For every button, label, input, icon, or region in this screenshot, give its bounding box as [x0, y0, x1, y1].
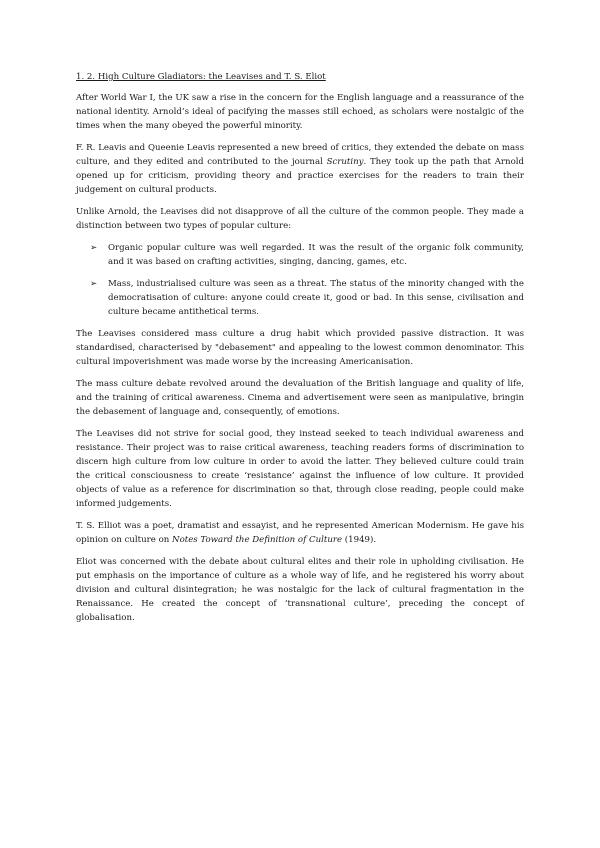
- list-item-text: Organic popular culture was well regarded. It was the result of the organic folk community, and it was based on crafting activities, singing, dancing, games, etc.: [108, 243, 524, 267]
- text: . They took up the path that Arnold opened up for criticism, providing theory and practice exercises for the readers to train their judgement on cultural products.: [76, 157, 525, 195]
- arrow-bullet-icon: ➢: [90, 279, 98, 289]
- list-item: [76, 241, 524, 269]
- paragraph: The mass culture debate revolved around the devaluation of the British language and quality of life, and the training of critical awareness. Cinema and advertisement were seen as manipulative, bringin the debasement of language and, consequently, of emotions.: [76, 379, 524, 417]
- section-heading: 1. 2. High Culture Gladiators: the Leavises and T. S. Eliot: [76, 72, 326, 82]
- paragraph: After World War I, the UK saw a rise in the concern for the English language and a reassurance of the national identity. Arnold’s ideal of pacifying the masses still echoed, as scholars were nostalgic of the times when the many obeyed the powerful minority.: [76, 93, 524, 131]
- paragraph: [76, 141, 524, 197]
- paragraph: [76, 519, 524, 547]
- paragraph: Unlike Arnold, the Leavises did not disapprove of all the culture of the common people. They made a distinction between two types of popular culture:: [76, 207, 524, 231]
- document-page: [76, 70, 524, 633]
- text: F. R. Leavis and Queenie Leavis represented a new breed of critics, they extended the debate on mass culture, and they edited and contributed to the journal: [76, 143, 524, 167]
- arrow-bullet-icon: ➢: [90, 243, 98, 253]
- paragraph: The Leavises did not strive for social good, they instead seeked to teach individual awareness and resistance. Their project was to raise critical awareness, teaching readers forms of discrimination to discern high culture from low culture in order to avoid the latter. They believed culture could train the critical consciousness to create ‘resistance’ against the influence of low culture. It provided objects of value as a reference for discrimination so that, through close reading, people could make informed judgements.: [76, 429, 524, 509]
- bullet-list: [76, 241, 524, 319]
- book-title: Notes Toward the Definition of Culture: [172, 535, 343, 545]
- journal-title: Scrutiny: [326, 157, 364, 167]
- paragraph: Eliot was concerned with the debate about cultural elites and their role in upholding civilisation. He put emphasis on the importance of culture as a whole way of life, and he registered his worry about division and cultural disintegration; he was nostalgic for the lack of cultural fragmentation in the Renaissance. He created the concept of ‘transnational culture’, preceding the concept of globalisation.: [76, 557, 524, 623]
- text: (1949).: [342, 535, 377, 545]
- text: T. S. Elliot was a poet, dramatist and essayist, and he represented American Modernism. He gave his opinion on culture on: [76, 521, 524, 545]
- paragraph: The Leavises considered mass culture a drug habit which provided passive distraction. It was standardised, characterised by "debasement" and appealing to the lowest common denominator. This cultural impoverishment was made worse by the increasing Americanisation.: [76, 329, 524, 367]
- list-item: [76, 277, 524, 319]
- list-item-text: Mass, industrialised culture was seen as a threat. The status of the minority changed with the democratisation of culture: anyone could create it, good or bad. In this sense, civilisation and culture became antithetical terms.: [108, 279, 524, 317]
